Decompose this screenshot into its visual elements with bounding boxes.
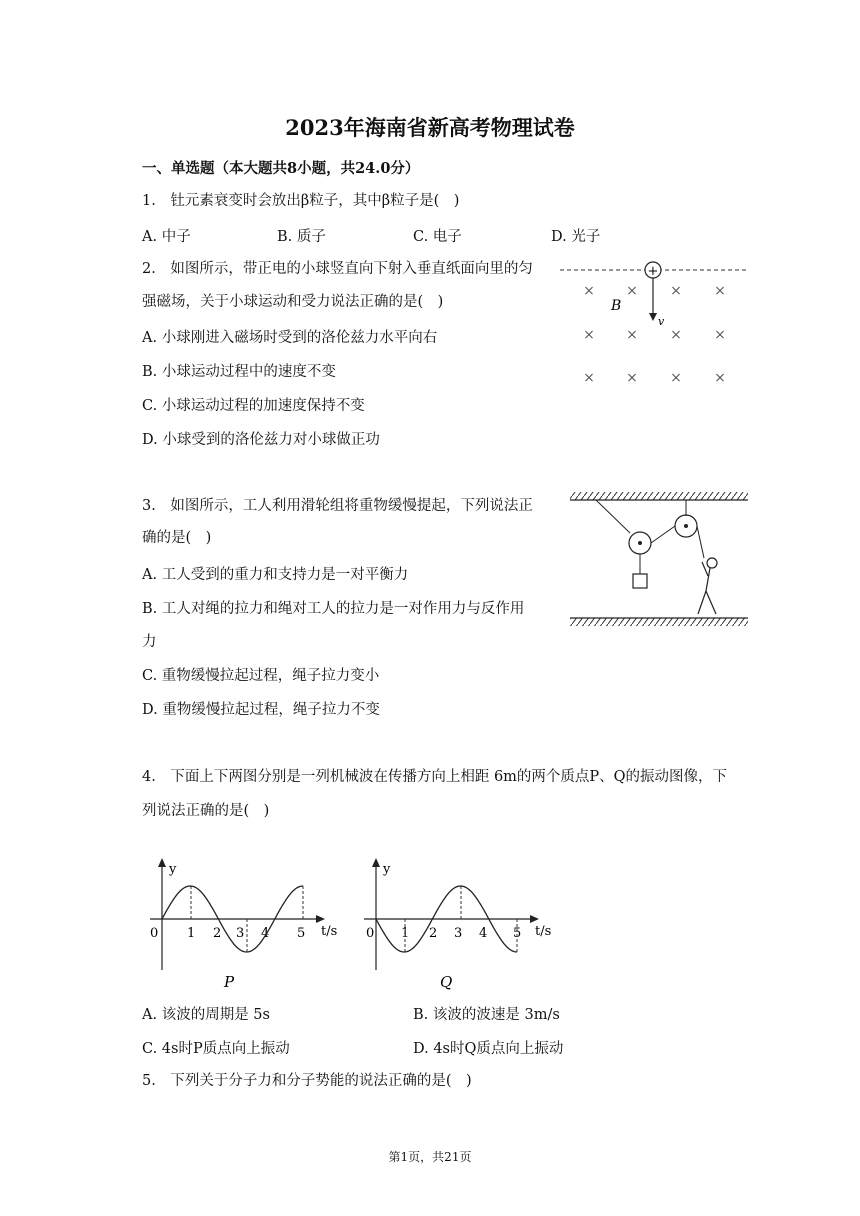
- q1-option-b: B. 质子: [277, 229, 326, 245]
- graph-p-x-label: t/s: [321, 924, 338, 939]
- q2-stem-line1: 2. 如图所示，带正电的小球竖直向下射入垂直纸面向里的匀: [142, 261, 533, 277]
- graph-p-origin: 0: [150, 926, 159, 941]
- field-label: B: [611, 298, 622, 314]
- graph-q-tick-4: 4: [479, 926, 488, 941]
- q4-option-b: B. 该波的波速是 3m/s: [413, 1007, 560, 1023]
- weight-box: [633, 574, 647, 588]
- graph-q-origin: 0: [366, 926, 375, 941]
- graph-p-tick-3: 3: [236, 926, 245, 941]
- q3-option-c: C. 重物缓慢拉起过程，绳子拉力变小: [142, 668, 380, 684]
- field-crosses: [583, 283, 726, 386]
- velocity-arrowhead: [649, 313, 657, 321]
- q3-option-d: D. 重物缓慢拉起过程，绳子拉力不变: [142, 702, 380, 718]
- q5-stem: 5. 下列关于分子力和分子势能的说法正确的是( ): [142, 1073, 472, 1089]
- svg-text:×: ×: [670, 327, 682, 343]
- q4-stem-line1: 4. 下面上下两图分别是一列机械波在传播方向上相距 6m的两个质点P、Q的振动图像，下: [142, 769, 728, 785]
- svg-text:×: ×: [714, 283, 726, 299]
- svg-text:×: ×: [626, 370, 638, 386]
- svg-text:×: ×: [583, 283, 595, 299]
- svg-text:×: ×: [670, 283, 682, 299]
- q2-option-d: D. 小球受到的洛伦兹力对小球做正功: [142, 432, 380, 448]
- rope-to-worker: [697, 526, 704, 558]
- page-footer: 第1页，共21页: [388, 1150, 472, 1164]
- graph-p-tick-4: 4: [261, 926, 270, 941]
- ceiling-hatch: [570, 492, 748, 500]
- graph-q-tick-5: 5: [513, 926, 522, 941]
- q4-stem-line2: 列说法正确的是( ): [142, 803, 270, 819]
- graph-p-tick-2: 2: [213, 926, 222, 941]
- graph-q-label: Q: [440, 973, 453, 991]
- q3-stem-line2: 确的是( ): [142, 530, 212, 546]
- q4-option-c: C. 4s时P质点向上振动: [142, 1041, 290, 1057]
- graph-p-tick-1: 1: [187, 926, 196, 941]
- worker-figure: [698, 558, 717, 614]
- q4-graph-q: [352, 855, 562, 995]
- graph-p-tick-5: 5: [297, 926, 306, 941]
- q2-option-a: A. 小球刚进入磁场时受到的洛伦兹力水平向右: [142, 330, 438, 346]
- graph-q-tick-2: 2: [429, 926, 438, 941]
- q1-option-a: A. 中子: [142, 229, 191, 245]
- svg-text:×: ×: [714, 327, 726, 343]
- graph-q-tick-1: 1: [401, 926, 410, 941]
- q1-option-c: C. 电子: [413, 229, 462, 245]
- graph-p-label: P: [224, 973, 235, 991]
- q3-option-b-line1: B. 工人对绳的拉力和绳对工人的拉力是一对作用力与反作用: [142, 601, 525, 617]
- q2-option-c: C. 小球运动过程的加速度保持不变: [142, 398, 365, 414]
- svg-text:×: ×: [670, 370, 682, 386]
- graph-p-y-label: y: [169, 862, 177, 877]
- q1-option-d: D. 光子: [551, 229, 601, 245]
- q2-magnetic-field-figure: [558, 258, 753, 388]
- q2-option-b: B. 小球运动过程中的速度不变: [142, 364, 336, 380]
- q3-pulley-figure: [566, 488, 752, 628]
- rope-anchor: [596, 500, 630, 533]
- floor-hatch: [570, 618, 748, 626]
- q4-option-a: A. 该波的周期是 5s: [142, 1007, 270, 1023]
- rope-middle: [651, 526, 675, 543]
- svg-text:×: ×: [626, 327, 638, 343]
- svg-text:×: ×: [583, 327, 595, 343]
- graph-q-y-label: y: [383, 862, 391, 877]
- svg-text:×: ×: [626, 283, 638, 299]
- graph-q-tick-3: 3: [454, 926, 463, 941]
- svg-text:×: ×: [583, 370, 595, 386]
- q1-stem: 1. 钍元素衰变时会放出β粒子，其中β粒子是( ): [142, 193, 460, 209]
- velocity-label: v: [658, 315, 665, 328]
- q3-option-a: A. 工人受到的重力和支持力是一对平衡力: [142, 567, 409, 583]
- section-heading: 一、单选题（本大题共8小题，共24.0分）: [142, 160, 420, 177]
- q4-graph-p: [140, 855, 340, 995]
- svg-text:×: ×: [714, 370, 726, 386]
- q3-option-b-line2: 力: [142, 634, 157, 650]
- graph-q-x-label: t/s: [535, 924, 552, 939]
- charge-sign: +: [647, 264, 659, 279]
- q4-option-d: D. 4s时Q质点向上振动: [413, 1041, 564, 1057]
- q2-stem-line2: 强磁场，关于小球运动和受力说法正确的是( ): [142, 294, 444, 310]
- page-title: 2023年海南省新高考物理试卷: [285, 115, 575, 140]
- q3-stem-line1: 3. 如图所示，工人利用滑轮组将重物缓慢提起，下列说法正: [142, 498, 533, 514]
